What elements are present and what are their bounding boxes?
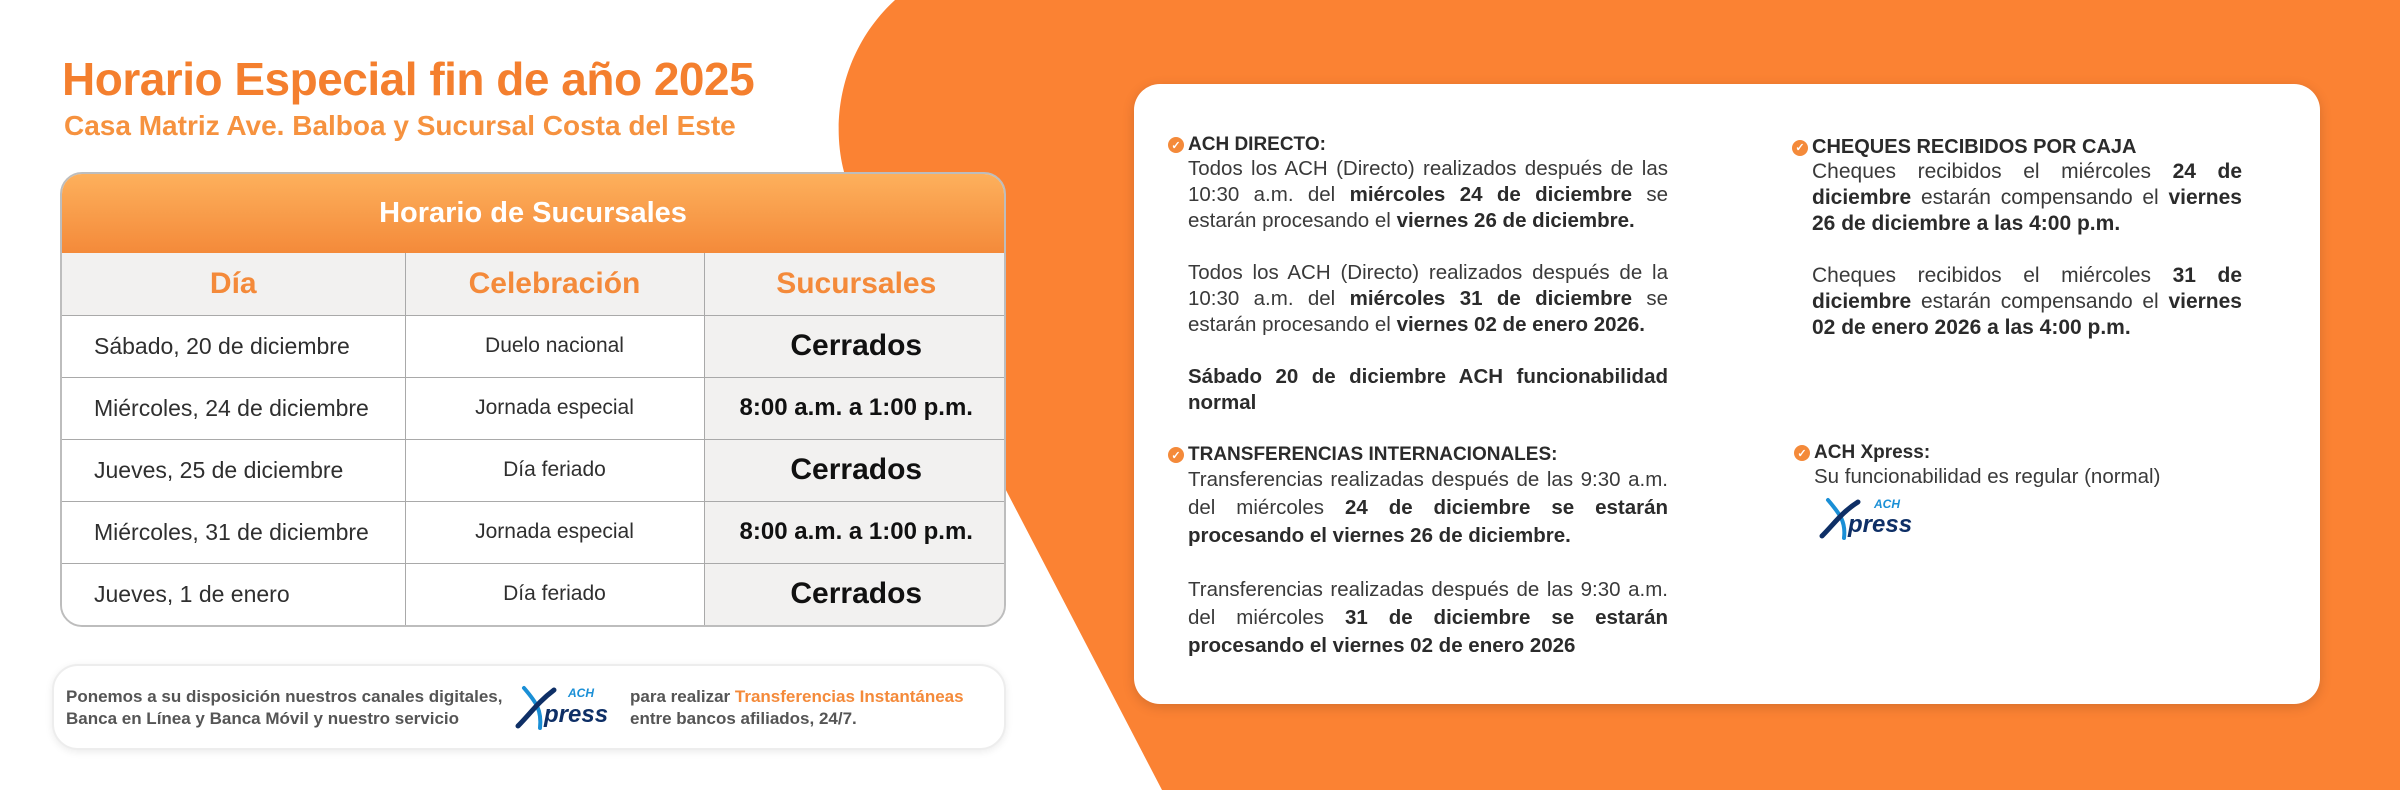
section-heading: CHEQUES RECIBIDOS POR CAJA bbox=[1812, 136, 2137, 158]
transferencias-section bbox=[1168, 444, 1668, 660]
celebration-cell: Día feriado bbox=[405, 439, 704, 501]
table-row bbox=[62, 315, 1006, 377]
branches-cell: Cerrados bbox=[704, 315, 1006, 377]
cheques-section bbox=[1792, 136, 2242, 341]
banner-left-line2: Banca en Línea y Banca Móvil y nuestro servicio bbox=[66, 709, 460, 728]
cheques-paragraph-1: Cheques recibidos el miércoles 24 de diciembre estarán compensando el viernes 26 de diciembre a las 4:00 p.m. bbox=[1812, 160, 2243, 235]
digital-channels-banner bbox=[52, 664, 1006, 750]
day-cell: Jueves, 25 de diciembre bbox=[62, 439, 405, 501]
day-cell: Miércoles, 31 de diciembre bbox=[62, 501, 405, 563]
page-title: Horario Especial fin de año 2025 bbox=[62, 53, 755, 105]
table-row bbox=[62, 501, 1006, 563]
logo-ach-text: ACH bbox=[1874, 497, 1900, 511]
ach-directo-paragraph-1: Todos los ACH (Directo) realizados después de las 10:30 a.m. del miércoles 24 de diciembre se estarán procesando el viernes 26 de diciembre. bbox=[1188, 157, 1668, 232]
check-icon: ✓ bbox=[1794, 445, 1810, 461]
branches-cell: 8:00 a.m. a 1:00 p.m. bbox=[704, 501, 1006, 563]
table-row bbox=[62, 439, 1006, 501]
check-icon: ✓ bbox=[1792, 140, 1808, 156]
column-header-sucursales: Sucursales bbox=[704, 253, 1006, 315]
day-cell: Sábado, 20 de diciembre bbox=[62, 315, 405, 377]
table-row bbox=[62, 377, 1006, 439]
svg-text:press: press bbox=[1848, 511, 1913, 538]
ach-xpress-logo bbox=[514, 680, 622, 736]
banner-right-line2: entre bancos afiliados, 24/7. bbox=[630, 709, 857, 728]
logo-ach-text: ACH bbox=[568, 686, 594, 700]
svg-text:press: press bbox=[544, 701, 609, 728]
section-heading: ACH Xpress: bbox=[1814, 442, 1931, 463]
celebration-cell: Jornada especial bbox=[405, 501, 704, 563]
column-header-celebracion: Celebración bbox=[405, 253, 704, 315]
info-panel bbox=[1134, 84, 2320, 704]
banner-highlight: Transferencias Instantáneas bbox=[734, 687, 964, 706]
branches-cell: 8:00 a.m. a 1:00 p.m. bbox=[704, 377, 1006, 439]
check-icon: ✓ bbox=[1168, 137, 1184, 153]
banner-left-text bbox=[66, 686, 566, 730]
section-heading: ACH DIRECTO: bbox=[1188, 134, 1326, 155]
ach-directo-paragraph-3: Sábado 20 de diciembre ACH funcionabilidad normal bbox=[1188, 365, 1668, 414]
page-subtitle: Casa Matriz Ave. Balboa y Sucursal Costa del Este bbox=[64, 110, 736, 141]
branches-cell: Cerrados bbox=[704, 563, 1006, 625]
day-cell: Miércoles, 24 de diciembre bbox=[62, 377, 405, 439]
table-header-row bbox=[62, 253, 1006, 315]
celebration-cell: Duelo nacional bbox=[405, 315, 704, 377]
table-row bbox=[62, 563, 1006, 625]
column-header-dia: Día bbox=[62, 253, 405, 315]
banner-left-line1: Ponemos a su disposición nuestros canales digitales, bbox=[66, 687, 503, 706]
celebration-cell: Día feriado bbox=[405, 563, 704, 625]
day-cell: Jueves, 1 de enero bbox=[62, 563, 405, 625]
transferencias-paragraph-2: Transferencias realizadas después de las 9:30 a.m. del miércoles 31 de diciembre se estarán procesando el viernes 02 de enero 2026 bbox=[1188, 578, 1668, 657]
ach-directo-paragraph-2: Todos los ACH (Directo) realizados después de la 10:30 a.m. del miércoles 31 de diciembre se estarán procesando el viernes 02 de enero 2026. bbox=[1188, 261, 1668, 336]
check-icon: ✓ bbox=[1168, 447, 1184, 463]
ach-xpress-text: Su funcionabilidad es regular (normal) bbox=[1814, 465, 2161, 488]
branches-cell: Cerrados bbox=[704, 439, 1006, 501]
ach-xpress-section bbox=[1794, 442, 2244, 490]
banner-right-prefix: para realizar bbox=[630, 687, 735, 706]
schedule-table-header bbox=[62, 174, 1004, 253]
schedule-heading: Horario de Sucursales bbox=[379, 197, 687, 229]
banner-right-text bbox=[630, 686, 990, 730]
schedule-table bbox=[62, 253, 1006, 625]
schedule-table-card bbox=[60, 172, 1006, 627]
section-heading: TRANSFERENCIAS INTERNACIONALES: bbox=[1188, 444, 1558, 465]
cheques-paragraph-2: Cheques recibidos el miércoles 31 de diciembre estarán compensando el viernes 02 de enero 2026 a las 4:00 p.m. bbox=[1812, 264, 2243, 339]
transferencias-paragraph-1: Transferencias realizadas después de las 9:30 a.m. del miércoles 24 de diciembre se estarán procesando el viernes 26 de diciembre. bbox=[1188, 468, 1668, 547]
ach-xpress-logo bbox=[1818, 494, 1928, 544]
celebration-cell: Jornada especial bbox=[405, 377, 704, 439]
ach-directo-section bbox=[1168, 134, 1668, 416]
